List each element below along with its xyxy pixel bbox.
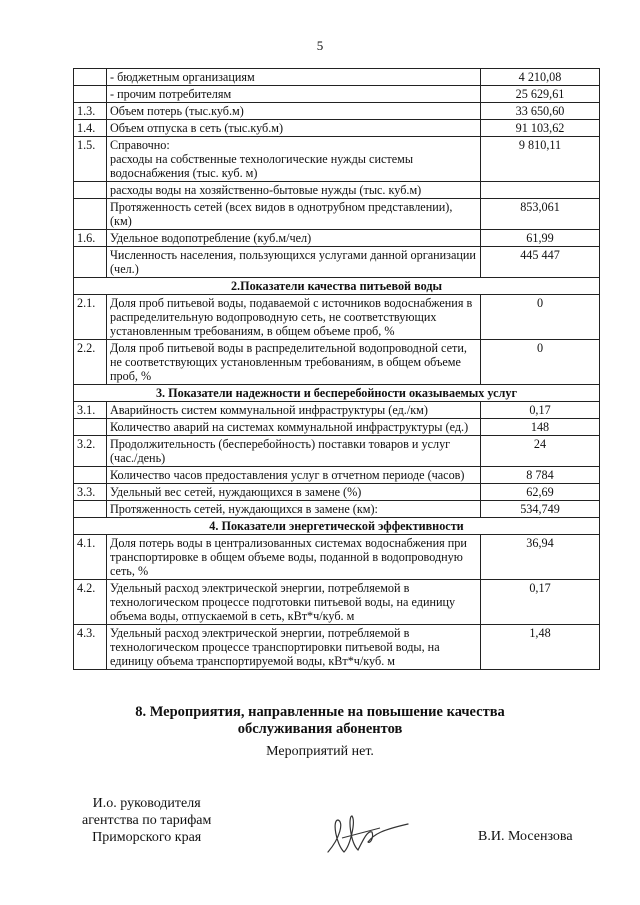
row-value: 33 650,60	[481, 103, 600, 120]
row-label: Количество часов предоставления услуг в отчетном периоде (часов)	[107, 467, 481, 484]
table-row	[74, 199, 600, 230]
row-number: 4.1.	[74, 535, 107, 580]
row-number: 2.1.	[74, 295, 107, 340]
section-8-title-line1: 8. Мероприятия, направленные на повышение качества	[135, 704, 505, 720]
table-row	[74, 484, 600, 501]
row-number: 1.4.	[74, 120, 107, 137]
row-label: Протяженность сетей, нуждающихся в замене (км):	[107, 501, 481, 518]
row-value: 1,48	[481, 625, 600, 670]
table-row	[74, 86, 600, 103]
row-number: 2.2.	[74, 340, 107, 385]
table-row	[74, 402, 600, 419]
table-row	[74, 535, 600, 580]
table-row	[74, 467, 600, 484]
row-label: Протяженность сетей (всех видов в однотрубном представлении), (км)	[107, 199, 481, 230]
row-number: 1.6.	[74, 230, 107, 247]
row-number: 3.1.	[74, 402, 107, 419]
row-label: Справочно: расходы на собственные технологические нужды системы водоснабжения (тыс. куб. м)	[107, 137, 481, 182]
row-value: 148	[481, 419, 600, 436]
row-label: Удельное водопотребление (куб.м/чел)	[107, 230, 481, 247]
signer-title	[82, 795, 211, 846]
row-value: 853,061	[481, 199, 600, 230]
row-value: 0	[481, 295, 600, 340]
row-label: Доля проб питьевой воды в распределительной водопроводной сети, не соответствующих установленным требованиям, в общем объеме проб, %	[107, 340, 481, 385]
row-label: - прочим потребителям	[107, 86, 481, 103]
row-label: Объем потерь (тыс.куб.м)	[107, 103, 481, 120]
signer-title-line2: агентства по тарифам	[82, 813, 212, 828]
row-number	[74, 182, 107, 199]
table-row	[74, 69, 600, 86]
table-row	[74, 120, 600, 137]
row-label: Доля потерь воды в централизованных системах водоснабжения при транспортировке в общем объеме воды, поданной в водопроводную сеть, %	[107, 535, 481, 580]
row-number: 3.2.	[74, 436, 107, 467]
section-header: 3. Показатели надежности и бесперебойности оказываемых услуг	[74, 385, 600, 402]
section-8-title-line2: обслуживания абонентов	[237, 721, 403, 737]
row-number	[74, 247, 107, 278]
signer-name: В.И. Мосензова	[478, 829, 573, 844]
section-header: 2.Показатели качества питьевой воды	[74, 278, 600, 295]
row-number: 4.3.	[74, 625, 107, 670]
row-number	[74, 86, 107, 103]
row-number: 3.3.	[74, 484, 107, 501]
row-label: Аварийность систем коммунальной инфраструктуры (ед./км)	[107, 402, 481, 419]
section-header-row	[74, 518, 600, 535]
row-value: 0	[481, 340, 600, 385]
table-row	[74, 230, 600, 247]
row-value: 0,17	[481, 580, 600, 625]
row-label: расходы воды на хозяйственно-бытовые нужды (тыс. куб.м)	[107, 182, 481, 199]
row-label: Продолжительность (бесперебойность) поставки товаров и услуг (час./день)	[107, 436, 481, 467]
table-row	[74, 103, 600, 120]
row-value: 534,749	[481, 501, 600, 518]
table-row	[74, 436, 600, 467]
section-8-heading	[0, 704, 640, 738]
table-row	[74, 137, 600, 182]
indicators-table	[73, 68, 600, 670]
row-label: - бюджетным организациям	[107, 69, 481, 86]
row-number	[74, 501, 107, 518]
table-row	[74, 501, 600, 518]
row-label: Удельный вес сетей, нуждающихся в замене (%)	[107, 484, 481, 501]
table-row	[74, 247, 600, 278]
section-header: 4. Показатели энергетической эффективности	[74, 518, 600, 535]
row-number: 4.2.	[74, 580, 107, 625]
row-label: Удельный расход электрической энергии, потребляемой в технологическом процессе подготовки питьевой воды, на единицу объема воды, отпускаемой в сеть, кВт*ч/куб. м	[107, 580, 481, 625]
row-number: 1.5.	[74, 137, 107, 182]
section-header-row	[74, 278, 600, 295]
table-row	[74, 625, 600, 670]
table-row	[74, 340, 600, 385]
row-value: 0,17	[481, 402, 600, 419]
no-measures-text: Мероприятий нет.	[266, 744, 374, 759]
row-value	[481, 182, 600, 199]
row-value: 25 629,61	[481, 86, 600, 103]
row-number	[74, 69, 107, 86]
handwritten-signature	[322, 808, 414, 869]
row-number	[74, 419, 107, 436]
row-number: 1.3.	[74, 103, 107, 120]
row-value: 61,99	[481, 230, 600, 247]
row-value: 445 447	[481, 247, 600, 278]
signer-title-line1: И.о. руководителя	[92, 796, 201, 811]
row-value: 9 810,11	[481, 137, 600, 182]
row-label: Количество аварий на системах коммунальной инфраструктуры (ед.)	[107, 419, 481, 436]
row-value: 36,94	[481, 535, 600, 580]
row-label: Объем отпуска в сеть (тыс.куб.м)	[107, 120, 481, 137]
row-value: 4 210,08	[481, 69, 600, 86]
row-label: Удельный расход электрической энергии, потребляемой в технологическом процессе транспортировки питьевой воды, на единицу объема транспортируемой воды, кВт*ч/куб. м	[107, 625, 481, 670]
row-label: Доля проб питьевой воды, подаваемой с источников водоснабжения в распределительную водопроводную сеть, не соответствующих установленным требованиям, в общем объеме проб, %	[107, 295, 481, 340]
row-number	[74, 467, 107, 484]
row-value: 24	[481, 436, 600, 467]
section-header-row	[74, 385, 600, 402]
row-number	[74, 199, 107, 230]
signer-title-line3: Приморского края	[92, 830, 202, 845]
table-row	[74, 580, 600, 625]
row-label: Численность населения, пользующихся услугами данной организации (чел.)	[107, 247, 481, 278]
table-row	[74, 419, 600, 436]
row-value: 91 103,62	[481, 120, 600, 137]
table-row	[74, 182, 600, 199]
page-number: 5	[316, 38, 324, 53]
row-value: 62,69	[481, 484, 600, 501]
row-value: 8 784	[481, 467, 600, 484]
table-row	[74, 295, 600, 340]
